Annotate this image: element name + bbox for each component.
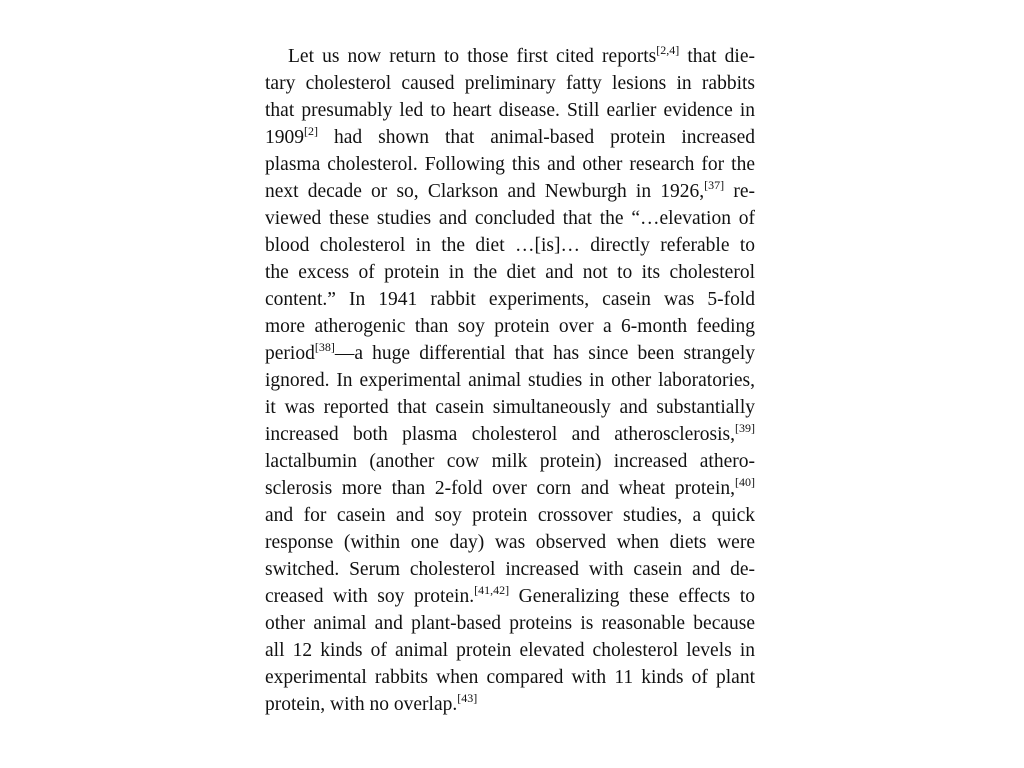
text-line: it was reported that casein simultaneously and substantially	[265, 397, 755, 418]
text-line: switched. Serum cholesterol increased with casein and de-	[265, 559, 755, 580]
citation-superscript[interactable]: [41,42]	[474, 583, 510, 597]
text-line: response (within one day) was observed when diets were	[265, 532, 755, 553]
text-line: ignored. In experimental animal studies in other laboratories,	[265, 370, 755, 391]
citation-superscript[interactable]: [37]	[704, 178, 725, 192]
text-line: sclerosis more than 2-fold over corn and wheat protein,[40]	[265, 475, 755, 499]
text-line: creased with soy protein.[41,42] Generalizing these effects to	[265, 583, 755, 607]
citation-superscript[interactable]: [43]	[457, 691, 478, 705]
text-line: plasma cholesterol. Following this and other research for the	[265, 154, 755, 175]
citation-superscript[interactable]: [38]	[314, 340, 335, 354]
text-line: tary cholesterol caused preliminary fatty lesions in rabbits	[265, 73, 755, 94]
text-line: viewed these studies and concluded that the “…elevation of	[265, 208, 755, 229]
text-line: period[38]—a huge differential that has since been strangely	[265, 340, 755, 364]
text-line: lactalbumin (another cow milk protein) increased athero-	[265, 451, 755, 472]
citation-superscript[interactable]: [39]	[735, 421, 755, 435]
text-line: 1909[2] had shown that animal-based protein increased	[265, 124, 755, 148]
text-line: protein, with no overlap.[43]	[265, 691, 478, 715]
text-line: next decade or so, Clarkson and Newburgh in 1926,[37] re-	[265, 178, 755, 202]
text-line: blood cholesterol in the diet …[is]… directly referable to	[265, 235, 755, 256]
text-line: that presumably led to heart disease. Still earlier evidence in	[265, 100, 755, 121]
body-paragraph	[265, 43, 755, 718]
text-line: content.” In 1941 rabbit experiments, casein was 5-fold	[265, 289, 755, 310]
text-line: other animal and plant-based proteins is reasonable because	[265, 613, 755, 634]
citation-superscript[interactable]: [2]	[304, 124, 318, 138]
citation-superscript[interactable]: [40]	[735, 475, 755, 489]
text-line: and for casein and soy protein crossover studies, a quick	[265, 505, 755, 526]
text-line: more atherogenic than soy protein over a 6-month feeding	[265, 316, 755, 337]
text-line: the excess of protein in the diet and not to its cholesterol	[265, 262, 755, 283]
citation-superscript[interactable]: [2,4]	[656, 43, 680, 57]
text-line: increased both plasma cholesterol and atherosclerosis,[39]	[265, 421, 755, 445]
text-line: Let us now return to those first cited reports[2,4] that die-	[288, 43, 755, 67]
text-line: all 12 kinds of animal protein elevated cholesterol levels in	[265, 640, 755, 661]
text-line: experimental rabbits when compared with 11 kinds of plant	[265, 667, 755, 688]
